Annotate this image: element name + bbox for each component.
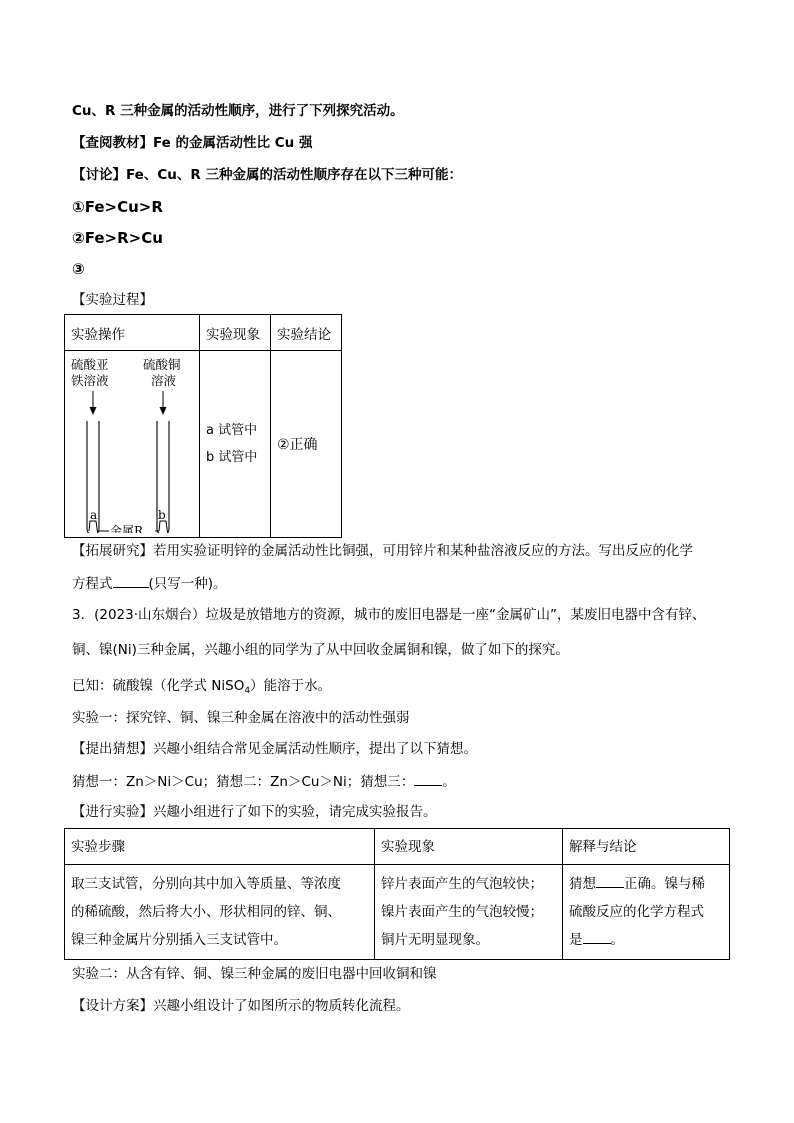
phenomenon-a: a 试管中: [206, 423, 258, 438]
concl-line-2: 硫酸反应的化学方程式: [569, 904, 704, 920]
design-line: 【设计方案】兴趣小组设计了如图所示的物质转化流程。: [72, 998, 410, 1014]
left-solution-label-2: 铁溶液: [71, 373, 109, 388]
t1-phenomenon-cell: [200, 351, 271, 538]
step-line-3: 镍三种金属片分别插入三支试管中。: [71, 932, 287, 948]
q3-line-2: 铜、镍(Ni)三种金属，兴趣小组的同学为了从中回收金属铜和镍，做了如下的探究。: [72, 642, 569, 658]
experiment-table-2: [64, 828, 730, 960]
t2-header-phenomenon: 实验现象: [375, 829, 563, 865]
tube-a-label: a: [90, 508, 98, 522]
t2-conclusion-cell: [563, 865, 730, 960]
t2-header-conclusion: 解释与结论: [563, 829, 730, 865]
left-arrow: [90, 391, 97, 415]
q3-known: [72, 676, 331, 701]
t2-steps-cell: [65, 865, 375, 960]
q3-line-1: 3．(2023·山东烟台）垃圾是放错地方的资源，城市的废旧电器是一座“金属矿山”，某废旧电器中含有锌、: [72, 607, 706, 623]
known-subscript: 4: [244, 686, 251, 696]
equation-blank[interactable]: [583, 929, 611, 944]
t2-phenomenon-cell: [375, 865, 563, 960]
phenomenon-b: b 试管中: [206, 450, 258, 465]
step-line-1: 取三支试管，分别向其中加入等质量、等浓度: [71, 876, 341, 892]
tube-b-label: b: [158, 508, 166, 522]
guesses-text: 猜想一：Zn＞Ni＞Cu；猜想二：Zn＞Cu＞Ni；猜想三：: [72, 774, 415, 790]
guesses-line: [72, 771, 456, 792]
phen-line-2: 镍片表面产生的气泡较慢；: [381, 904, 543, 920]
phen-line-1: 锌片表面产生的气泡较快；: [381, 876, 543, 892]
extension-line-2-pre: 方程式: [72, 576, 113, 592]
process-heading: 【实验过程】: [72, 292, 153, 308]
guess-correct-blank[interactable]: [596, 873, 624, 888]
known-post: ）能溶于水。: [250, 678, 332, 694]
intro-line-1: Cu、R 三种金属的活动性顺序，进行了下列探究活动。: [72, 103, 404, 119]
t1-conclusion-cell: ②正确: [271, 351, 342, 538]
option-3: ③: [72, 260, 85, 278]
concl-1-post: 正确。镍与稀: [624, 876, 705, 892]
concl-1-pre: 猜想: [569, 876, 596, 892]
left-solution-label-1: 硫酸亚: [71, 357, 109, 372]
t2-header-steps: 实验步骤: [65, 829, 375, 865]
extension-line-2-post: (只写一种)。: [148, 576, 227, 592]
right-arrow: [160, 391, 167, 415]
intro-line-3: 【讨论】Fe、Cu、R 三种金属的活动性顺序存在以下三种可能：: [72, 167, 462, 183]
exp1-line: 实验一：探究锌、铜、镍三种金属在溶液中的活动性强弱: [72, 710, 410, 726]
metal-r-label: 金属R: [110, 524, 144, 533]
concl-3-pre: 是: [569, 932, 583, 948]
metal-strip-a: [89, 521, 98, 533]
phen-line-3: 铜片无明显现象。: [381, 932, 489, 948]
t1-diagram-cell: [65, 351, 200, 538]
extension-line-2: [72, 573, 227, 594]
exp2-line: 实验二：从含有锌、铜、镍三种金属的废旧电器中回收铜和镍: [72, 966, 437, 982]
concl-line-1: [569, 870, 723, 898]
t1-header-operation: 实验操作: [65, 315, 200, 351]
conduct-line: 【进行实验】兴趣小组进行了如下的实验，请完成实验报告。: [72, 804, 437, 820]
intro-line-2: 【查阅教材】Fe 的金属活动性比 Cu 强: [72, 135, 313, 151]
experiment-table-1: [64, 314, 342, 538]
test-tube-diagram: [65, 351, 199, 533]
known-pre: 已知：硫酸镍（化学式 NiSO: [72, 678, 245, 694]
guesses-end: 。: [442, 774, 456, 790]
option-1: ①Fe>Cu>R: [72, 198, 163, 216]
metal-strip-b: [159, 521, 168, 533]
guess-three-blank[interactable]: [414, 771, 442, 786]
step-line-2: 的稀硫酸，然后将大小、形状相同的锌、铜、: [71, 904, 341, 920]
answer-blank[interactable]: [113, 573, 149, 588]
right-solution-label-1: 硫酸铜: [143, 357, 181, 372]
option-2: ②Fe>R>Cu: [72, 229, 163, 247]
t1-header-conclusion: 实验结论: [271, 315, 342, 351]
t1-header-phenomenon: 实验现象: [200, 315, 271, 351]
guess-heading: 【提出猜想】兴趣小组结合常见金属活动性顺序，提出了以下猜想。: [72, 741, 477, 757]
right-solution-label-2: 溶液: [151, 373, 177, 388]
concl-line-3: [569, 926, 723, 954]
concl-3-post: 。: [610, 932, 624, 948]
extension-line-1: 【拓展研究】若用实验证明锌的金属活动性比铜强，可用锌片和某种盐溶液反应的方法。写出反应的化学: [72, 543, 693, 559]
